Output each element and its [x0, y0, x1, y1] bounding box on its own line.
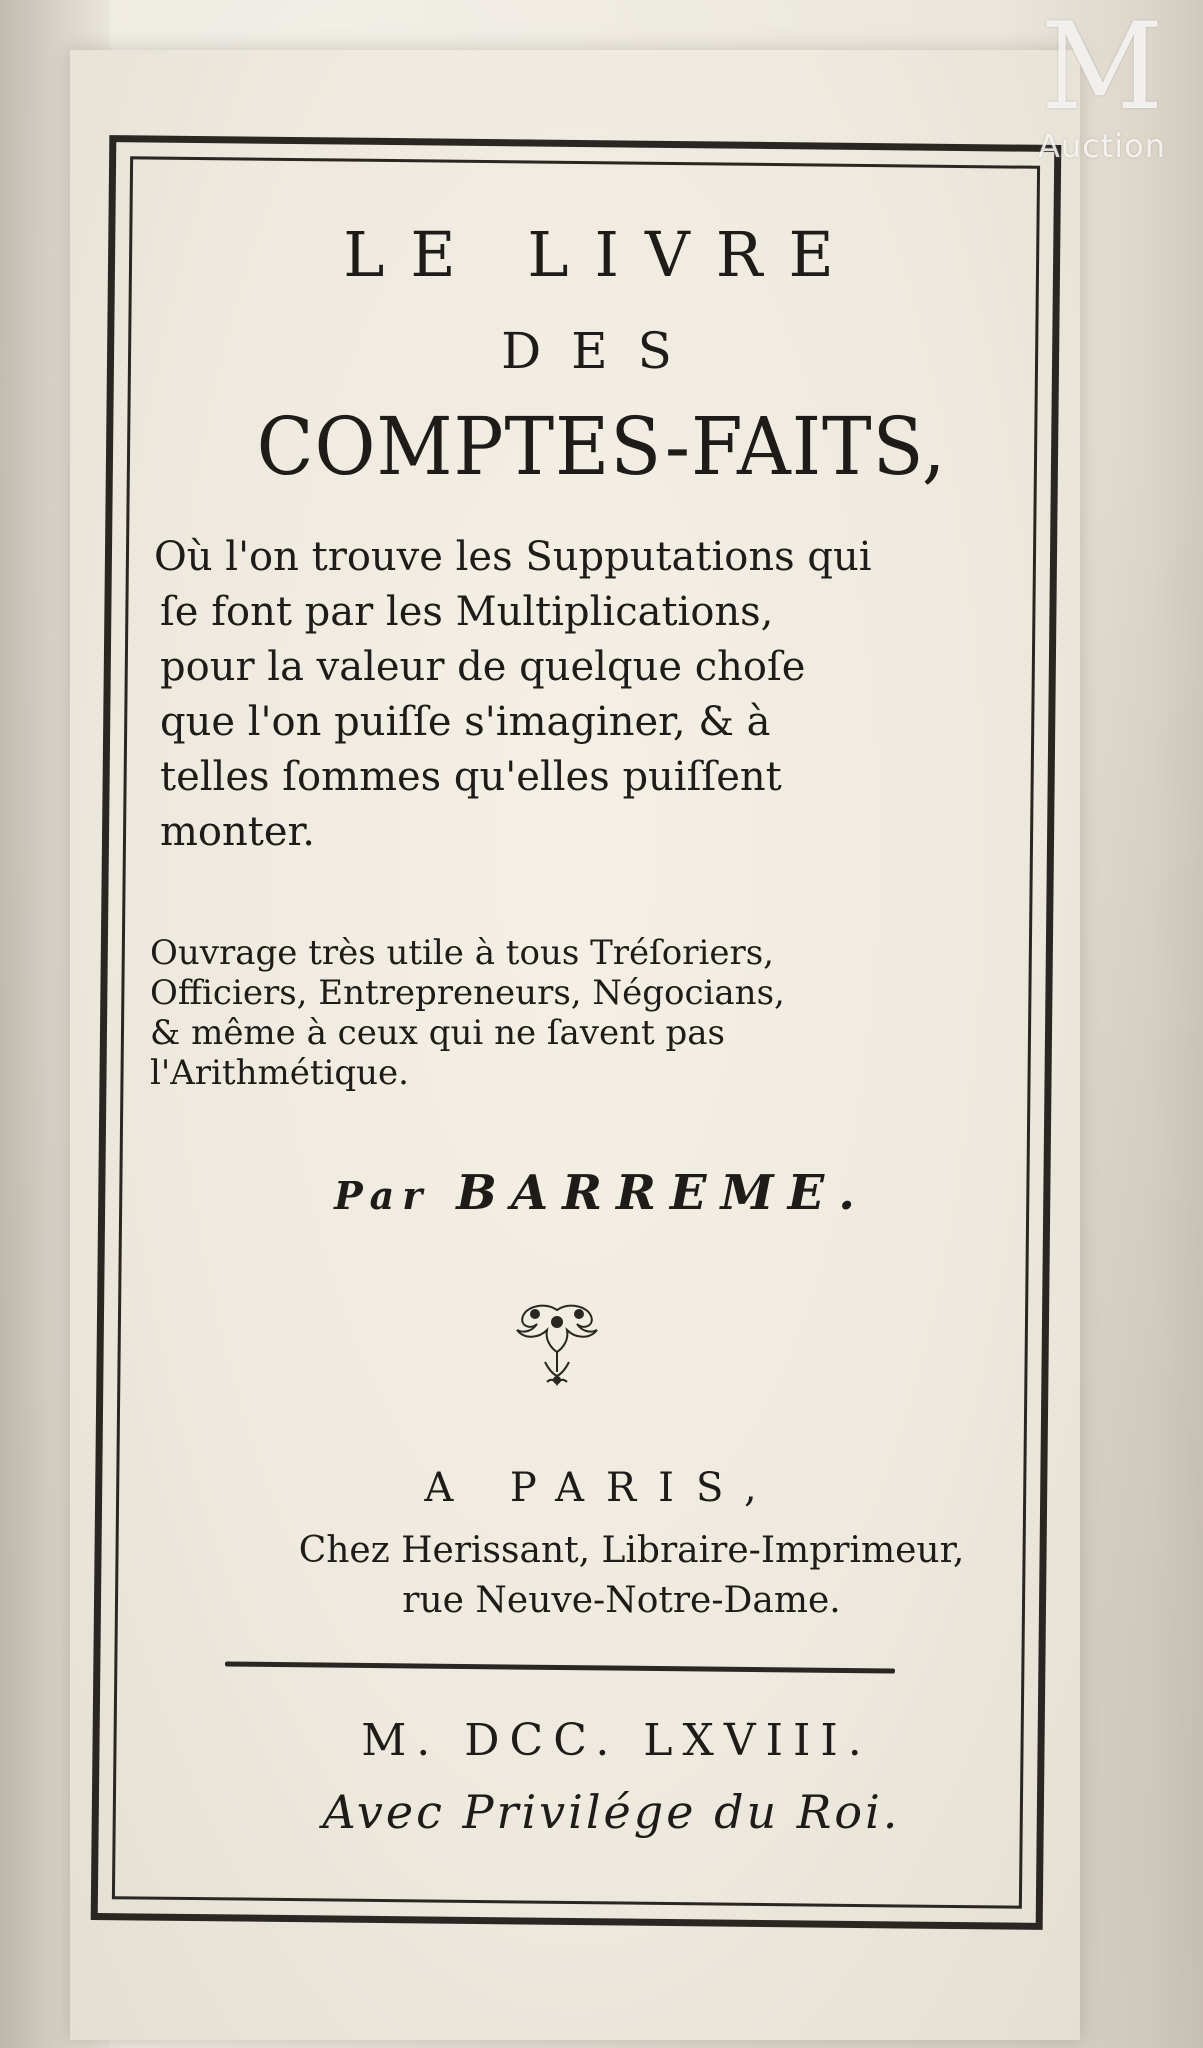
author-prefix: Par [334, 1173, 431, 1218]
imprint-publisher: Chez Herissant, Libraire-Imprimeur, [298, 1530, 965, 1571]
subtitle-line: l'Arithmétique. [150, 1053, 409, 1093]
description-line: que l'on puiſſe s'imaginer, & à [160, 699, 771, 745]
auction-watermark [1012, 0, 1192, 183]
imprint-city: A PARIS, [424, 1465, 779, 1511]
description-line: telles ſommes qu'elles puiſſent [160, 754, 782, 800]
subtitle-line: Ouvrage très utile à tous Tréſoriers, [150, 933, 774, 973]
imprint-privilege: Avec Privilége du Roi. [322, 1785, 901, 1839]
title-line-1: LE LIVRE [343, 218, 860, 291]
subtitle-line: Officiers, Entrepreneurs, Négocians, [150, 973, 785, 1013]
watermark-word: Auction [1037, 127, 1167, 165]
subtitle [150, 933, 1020, 1093]
description-line: pour la valeur de quelque choſe [160, 644, 806, 690]
description-line: ſe font par les Multiplications, [160, 589, 774, 635]
author-name: BARREME. [456, 1165, 869, 1221]
watermark-letter: M [1040, 0, 1164, 137]
description-line: Où l'on trouve les Supputations qui [154, 534, 872, 580]
fleuron-icon [505, 1300, 610, 1390]
description-line: monter. [160, 809, 315, 855]
title-line-3: COMPTES-FAITS, [256, 400, 947, 493]
author [0, 1165, 1203, 1221]
description [154, 530, 1020, 860]
title-line-2: DES [501, 322, 702, 380]
subtitle-line: & même à ceux qui ne ſavent pas [150, 1013, 725, 1053]
imprint-address: rue Neuve-Notre-Dame. [402, 1580, 841, 1621]
imprint-date: M. DCC. LXVIII. [361, 1715, 872, 1766]
